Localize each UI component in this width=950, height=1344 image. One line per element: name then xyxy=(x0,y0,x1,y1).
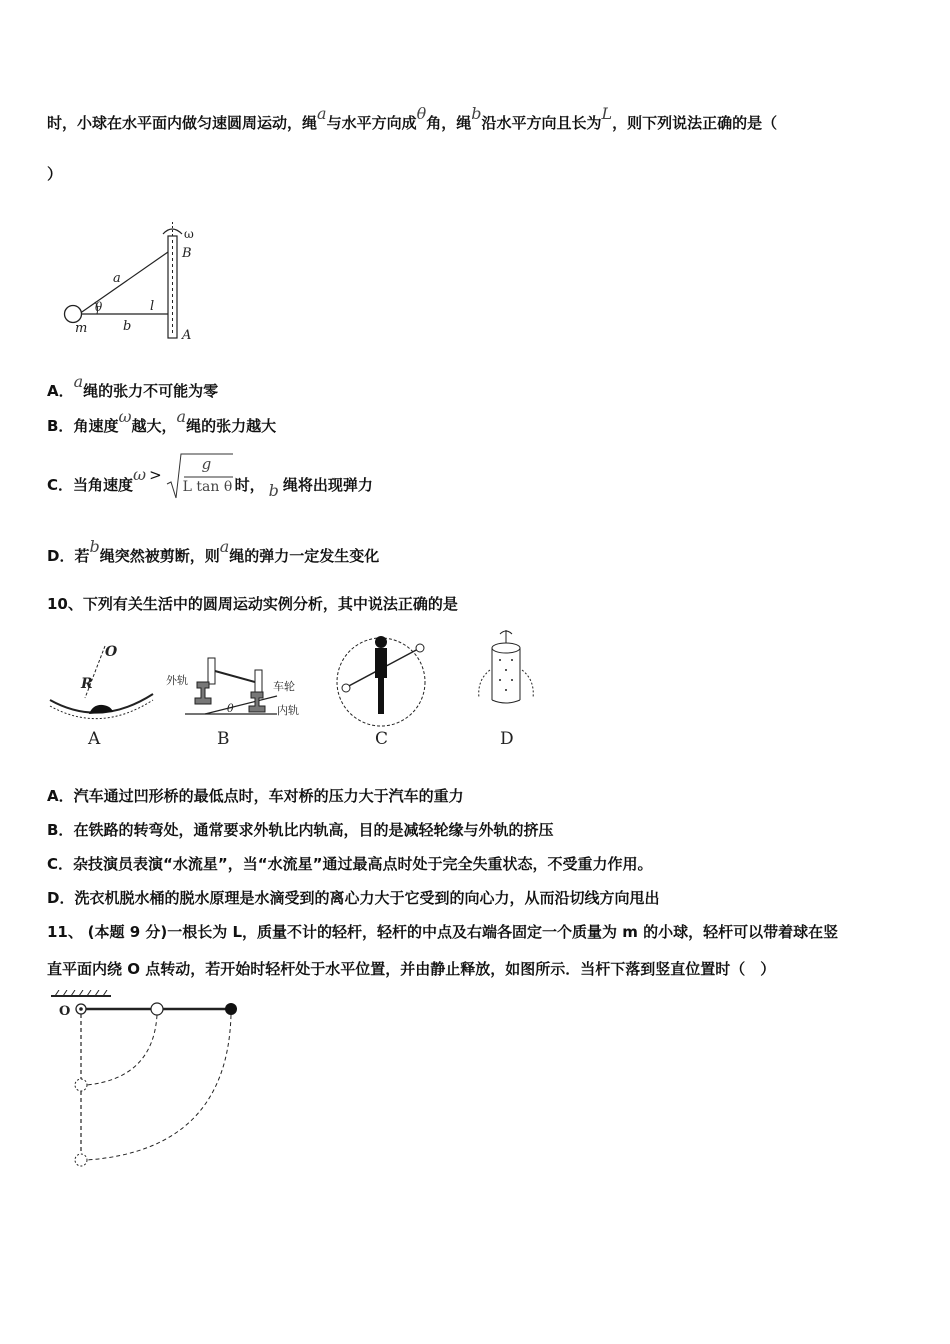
q9-option-a-text: 绳的张力不可能为零 xyxy=(83,382,219,400)
q9-option-c-numerator: g xyxy=(201,455,212,473)
q11-stem-line2: 直平面内绕 O 点转动，若开始时轻杆处于水平位置，并由静止释放，如图所示．当杆下落到竖直位置时（ ） xyxy=(47,960,776,978)
q9-stem-text-2: 与水平方向成 xyxy=(326,114,417,132)
q10-option-b-label: B． xyxy=(47,821,74,839)
q9-option-d-var-b: b xyxy=(89,537,100,556)
q9-option-c-gt: > xyxy=(149,466,162,484)
q10-fig-a-label: A xyxy=(88,729,101,749)
q10-fig-b-railway xyxy=(166,658,299,749)
q9-figure-pendulum xyxy=(55,222,215,347)
q9-option-d-text-3: 绳的弹力一定发生变化 xyxy=(229,547,380,565)
q9-option-a-var: a xyxy=(73,372,84,391)
q10-fig-a-O: O xyxy=(105,644,118,660)
q11-stem-line1 xyxy=(47,921,838,942)
q10-fig-d-label: D xyxy=(500,729,514,749)
q9-var-theta: θ xyxy=(416,104,427,123)
q10-option-b[interactable] xyxy=(47,819,553,840)
q10-option-a[interactable] xyxy=(47,785,464,806)
q11-end-ball xyxy=(225,1003,237,1015)
q9-option-c-text-3: 绳将出现弹力 xyxy=(282,476,373,494)
q9-option-c-text-2: 时， xyxy=(234,476,265,494)
q9-option-d-var-a: a xyxy=(219,537,230,556)
q9-option-b-text-1: 角速度 xyxy=(73,417,119,435)
q9-option-c[interactable] xyxy=(47,452,373,502)
q10-fig-a-concave-bridge xyxy=(50,644,153,749)
q9-option-b-text-2: 越大， xyxy=(131,417,177,435)
q9-option-b-text-3: 绳的张力越大 xyxy=(186,417,277,435)
q10-option-d-label: D． xyxy=(47,889,75,907)
q9-option-b-var-omega: ω xyxy=(118,407,132,426)
q9-fig-theta: θ xyxy=(95,300,103,314)
q10-option-c-text: 杂技演员表演“水流星”，当“水流星”通过最高点时处于完全失重状态，不受重力作用。 xyxy=(73,855,653,873)
q10-fig-a-R: R xyxy=(81,676,93,692)
q10-fig-a-car-icon xyxy=(89,705,113,714)
q9-stem-text-3: 角，绳 xyxy=(426,114,472,132)
q9-option-c-label: C． xyxy=(47,476,74,494)
q9-stem-line1 xyxy=(47,104,778,133)
q9-rod xyxy=(168,236,177,338)
q11-text-1: 一根长为 L，质量不计的轻杆，轻杆的中点及右端各固定一个质量为 m 的小球，轻杆可以带着球在竖 xyxy=(167,923,839,941)
q9-fig-b: b xyxy=(123,319,132,334)
q11-fig-O: O xyxy=(59,1004,71,1019)
q9-option-d-text-1: 若 xyxy=(74,547,90,565)
q9-option-c-sqrt xyxy=(165,452,235,500)
q11-number: 11、 xyxy=(47,923,83,941)
q9-fig-A: A xyxy=(182,328,192,343)
q9-stem-close: ） xyxy=(47,165,63,183)
q9-fig-m: m xyxy=(75,321,88,336)
q9-var-b: b xyxy=(471,104,482,123)
q10-option-a-text: 汽车通过凹形桥的最低点时，车对桥的压力大于汽车的重力 xyxy=(73,787,464,805)
q10-fig-b-outer-rail: 外轨 xyxy=(166,674,188,687)
q9-stem-text-4: 沿水平方向且长为 xyxy=(481,114,602,132)
q10-option-d-text: 洗衣机脱水桶的脱水原理是水滴受到的离心力大于它受到的向心力，从而沿切线方向甩出 xyxy=(74,889,660,907)
q9-option-d[interactable] xyxy=(47,537,380,566)
q11-figure-rod xyxy=(45,990,255,1175)
q9-option-b-label: B． xyxy=(47,417,74,435)
q9-option-b[interactable] xyxy=(47,407,277,436)
q10-fig-b-inner-rail: 内轨 xyxy=(277,704,299,717)
q9-option-d-text-2: 绳突然被剪断，则 xyxy=(99,547,220,565)
q9-fig-omega: ω xyxy=(184,227,194,241)
q9-fig-a: a xyxy=(113,271,121,286)
q10-figure-examples xyxy=(45,628,565,750)
q10-fig-b-wheel: 车轮 xyxy=(273,680,295,693)
q10-fig-c-performer-icon xyxy=(375,636,387,648)
q9-fig-B: B xyxy=(182,246,192,261)
q10-fig-c-water-meteor xyxy=(337,636,425,749)
q9-option-c-var-omega: ω xyxy=(133,465,147,484)
q10-option-c-label: C． xyxy=(47,855,74,873)
q9-option-c-denominator: L tan θ xyxy=(182,479,233,495)
q10-option-a-label: A． xyxy=(47,787,74,805)
q10-option-c[interactable] xyxy=(47,853,652,874)
q9-stem-text-1: 时，小球在水平面内做匀速圆周运动，绳 xyxy=(47,114,318,132)
q10-fig-b-theta: θ xyxy=(227,702,234,715)
q9-rope-a xyxy=(79,252,168,314)
q10-stem: 10、下列有关生活中的圆周运动实例分析，其中说法正确的是 xyxy=(47,595,458,613)
q9-option-c-text-1: 当角速度 xyxy=(73,476,134,494)
q10-option-b-text: 在铁路的转弯处，通常要求外轨比内轨高，目的是减轻轮缘与外轨的挤压 xyxy=(73,821,554,839)
q11-middle-ball xyxy=(151,1003,163,1015)
q11-points: (本题 9 分) xyxy=(87,923,168,941)
q9-stem-text-5: ，则下列说法正确的是（ xyxy=(612,114,778,132)
q9-option-b-var-a: a xyxy=(176,407,187,426)
q9-var-L: L xyxy=(601,104,613,123)
q10-fig-c-label: C xyxy=(375,729,389,749)
q9-option-a-label: A． xyxy=(47,382,74,400)
q9-option-c-var-b: b xyxy=(268,481,279,500)
q10-option-d[interactable] xyxy=(47,887,659,908)
q9-fig-l: l xyxy=(150,299,155,314)
q9-ball xyxy=(65,306,82,323)
q10-fig-d-spin-dryer xyxy=(479,630,534,749)
q9-option-a[interactable] xyxy=(47,372,219,401)
q9-option-d-label: D． xyxy=(47,547,75,565)
q10-fig-b-label: B xyxy=(217,729,230,749)
q9-var-a: a xyxy=(317,104,327,123)
